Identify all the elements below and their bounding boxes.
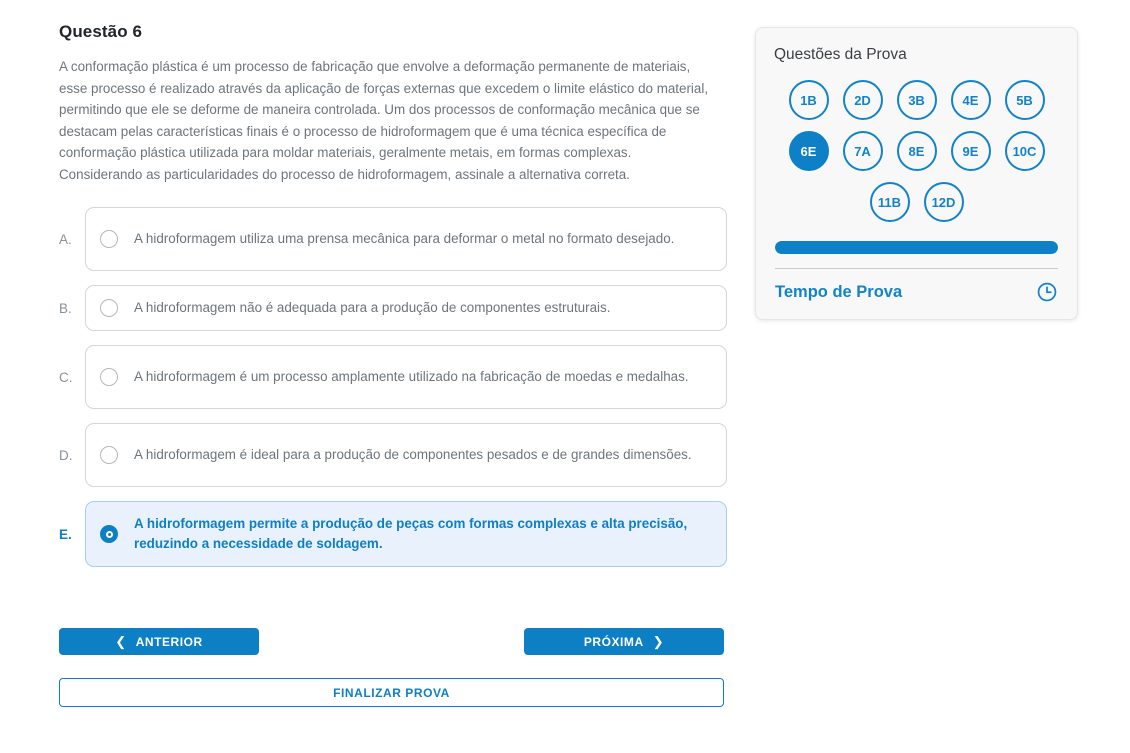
radio-icon-b[interactable]	[100, 299, 118, 317]
next-button-label: PRÓXIMA	[583, 634, 644, 649]
question-chip-7[interactable]: 7A	[843, 131, 883, 171]
chevron-left-icon: ❮	[115, 634, 127, 649]
exam-questions-panel	[755, 27, 1078, 320]
option-text-c: A hidroformagem é um processo amplamente utilizado na fabricação de moedas e medalhas.	[134, 369, 689, 384]
option-letter-d: D.	[59, 447, 73, 463]
radio-icon-a[interactable]	[100, 230, 118, 248]
radio-icon-d[interactable]	[100, 446, 118, 464]
option-text-a: A hidroformagem utiliza uma prensa mecânica para deformar o metal no formato desejado.	[134, 231, 675, 246]
question-chip-6-active[interactable]: 6E	[789, 131, 829, 171]
next-button[interactable]	[524, 628, 724, 655]
finish-exam-button[interactable]	[59, 678, 724, 707]
exam-progress-bar	[775, 241, 1058, 254]
option-letter-a: A.	[59, 231, 72, 247]
option-row-b[interactable]	[59, 285, 727, 331]
panel-title: Questões da Prova	[774, 46, 907, 63]
finish-exam-label: FINALIZAR PROVA	[333, 685, 450, 700]
navigation-bar	[59, 628, 724, 655]
option-letter-b: B.	[59, 300, 72, 316]
question-chip-grid	[773, 80, 1060, 222]
option-box-d[interactable]	[85, 423, 727, 487]
statement-instruction: Considerando as particularidades do processo de hidroformagem, assinale a alternativa correta.	[59, 166, 630, 182]
panel-divider	[775, 268, 1058, 269]
option-box-c[interactable]	[85, 345, 727, 409]
clock-icon	[1036, 281, 1058, 303]
question-chip-4[interactable]: 4E	[951, 80, 991, 120]
previous-button[interactable]	[59, 628, 259, 655]
chevron-right-icon: ❯	[652, 634, 665, 649]
option-row-c[interactable]	[59, 345, 727, 409]
radio-icon-e-selected[interactable]	[100, 525, 118, 543]
exam-progress-fill	[775, 241, 1058, 254]
option-letter-e: E.	[59, 526, 72, 542]
question-chip-10[interactable]: 10C	[1005, 131, 1045, 171]
option-box-b[interactable]	[85, 285, 727, 331]
radio-icon-c[interactable]	[100, 368, 118, 386]
option-text-b: A hidroformagem não é adequada para a produção de componentes estruturais.	[134, 300, 611, 315]
option-row-e[interactable]	[59, 501, 727, 567]
option-box-a[interactable]	[85, 207, 727, 271]
option-letter-c: C.	[59, 369, 73, 385]
question-chip-5[interactable]: 5B	[1005, 80, 1045, 120]
option-row-a[interactable]	[59, 207, 727, 271]
option-row-d[interactable]	[59, 423, 727, 487]
previous-button-label: ANTERIOR	[135, 634, 203, 649]
statement-paragraph: A conformação plástica é um processo de fabricação que envolve a deformação permanente de materiais, esse processo é realizado através da aplicação de forças externas que excedem o limite elástico do material, permitindo que ele se deforme de maneira controlada. Um dos processos de conformação mecânica que se destacam pelas características finais é o processo de hidroformagem que é uma técnica específica de conformação plástica utilizada para moldar materiais, geralmente metais, em formas complexas.	[59, 59, 709, 160]
question-chip-12[interactable]: 12D	[924, 182, 964, 222]
exam-time-label: Tempo de Prova	[775, 282, 903, 301]
question-statement	[59, 56, 719, 185]
question-chip-8[interactable]: 8E	[897, 131, 937, 171]
option-box-e[interactable]	[85, 501, 727, 567]
question-chip-2[interactable]: 2D	[843, 80, 883, 120]
question-chip-1[interactable]: 1B	[789, 80, 829, 120]
question-chip-9[interactable]: 9E	[951, 131, 991, 171]
exam-time-row[interactable]	[775, 281, 1058, 303]
option-text-e: A hidroformagem permite a produção de peças com formas complexas e alta precisão, reduzindo a necessidade de soldagem.	[134, 516, 688, 551]
page-title: Questão 6	[59, 22, 143, 41]
question-chip-11[interactable]: 11B	[870, 182, 910, 222]
options-list	[59, 207, 727, 567]
option-text-d: A hidroformagem é ideal para a produção de componentes pesados e de grandes dimensões.	[134, 447, 692, 462]
question-chip-3[interactable]: 3B	[897, 80, 937, 120]
question-column	[59, 22, 727, 581]
